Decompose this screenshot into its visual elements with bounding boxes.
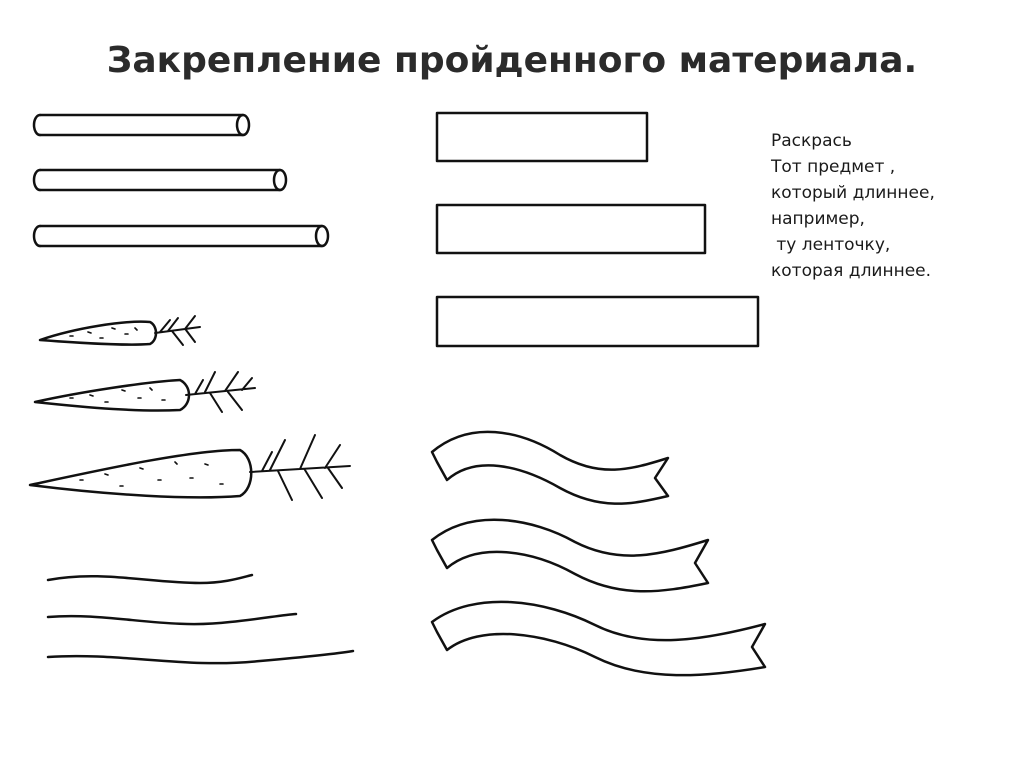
slide-title: Закрепление пройденного материала. — [106, 40, 918, 81]
rectangle-medium[interactable] — [437, 205, 705, 253]
ribbon-short[interactable] — [432, 432, 668, 504]
wavy-line-medium[interactable] — [48, 614, 296, 624]
carrot-large[interactable] — [30, 435, 350, 500]
task-instructions: Раскрась Тот предмет , который длиннее, например, ту ленточку, которая длиннее. — [771, 131, 935, 281]
wavy-line-short[interactable] — [48, 575, 252, 583]
rectangle-short[interactable] — [437, 113, 647, 161]
wavy-line-long[interactable] — [48, 651, 353, 663]
carrot-small[interactable] — [40, 316, 200, 345]
rectangle-long[interactable] — [437, 297, 758, 346]
stick-short[interactable] — [34, 115, 249, 135]
carrot-medium[interactable] — [35, 372, 255, 412]
stick-long[interactable] — [34, 226, 328, 246]
stick-medium[interactable] — [34, 170, 286, 190]
ribbon-medium[interactable] — [432, 520, 708, 592]
ribbon-long[interactable] — [432, 602, 765, 675]
